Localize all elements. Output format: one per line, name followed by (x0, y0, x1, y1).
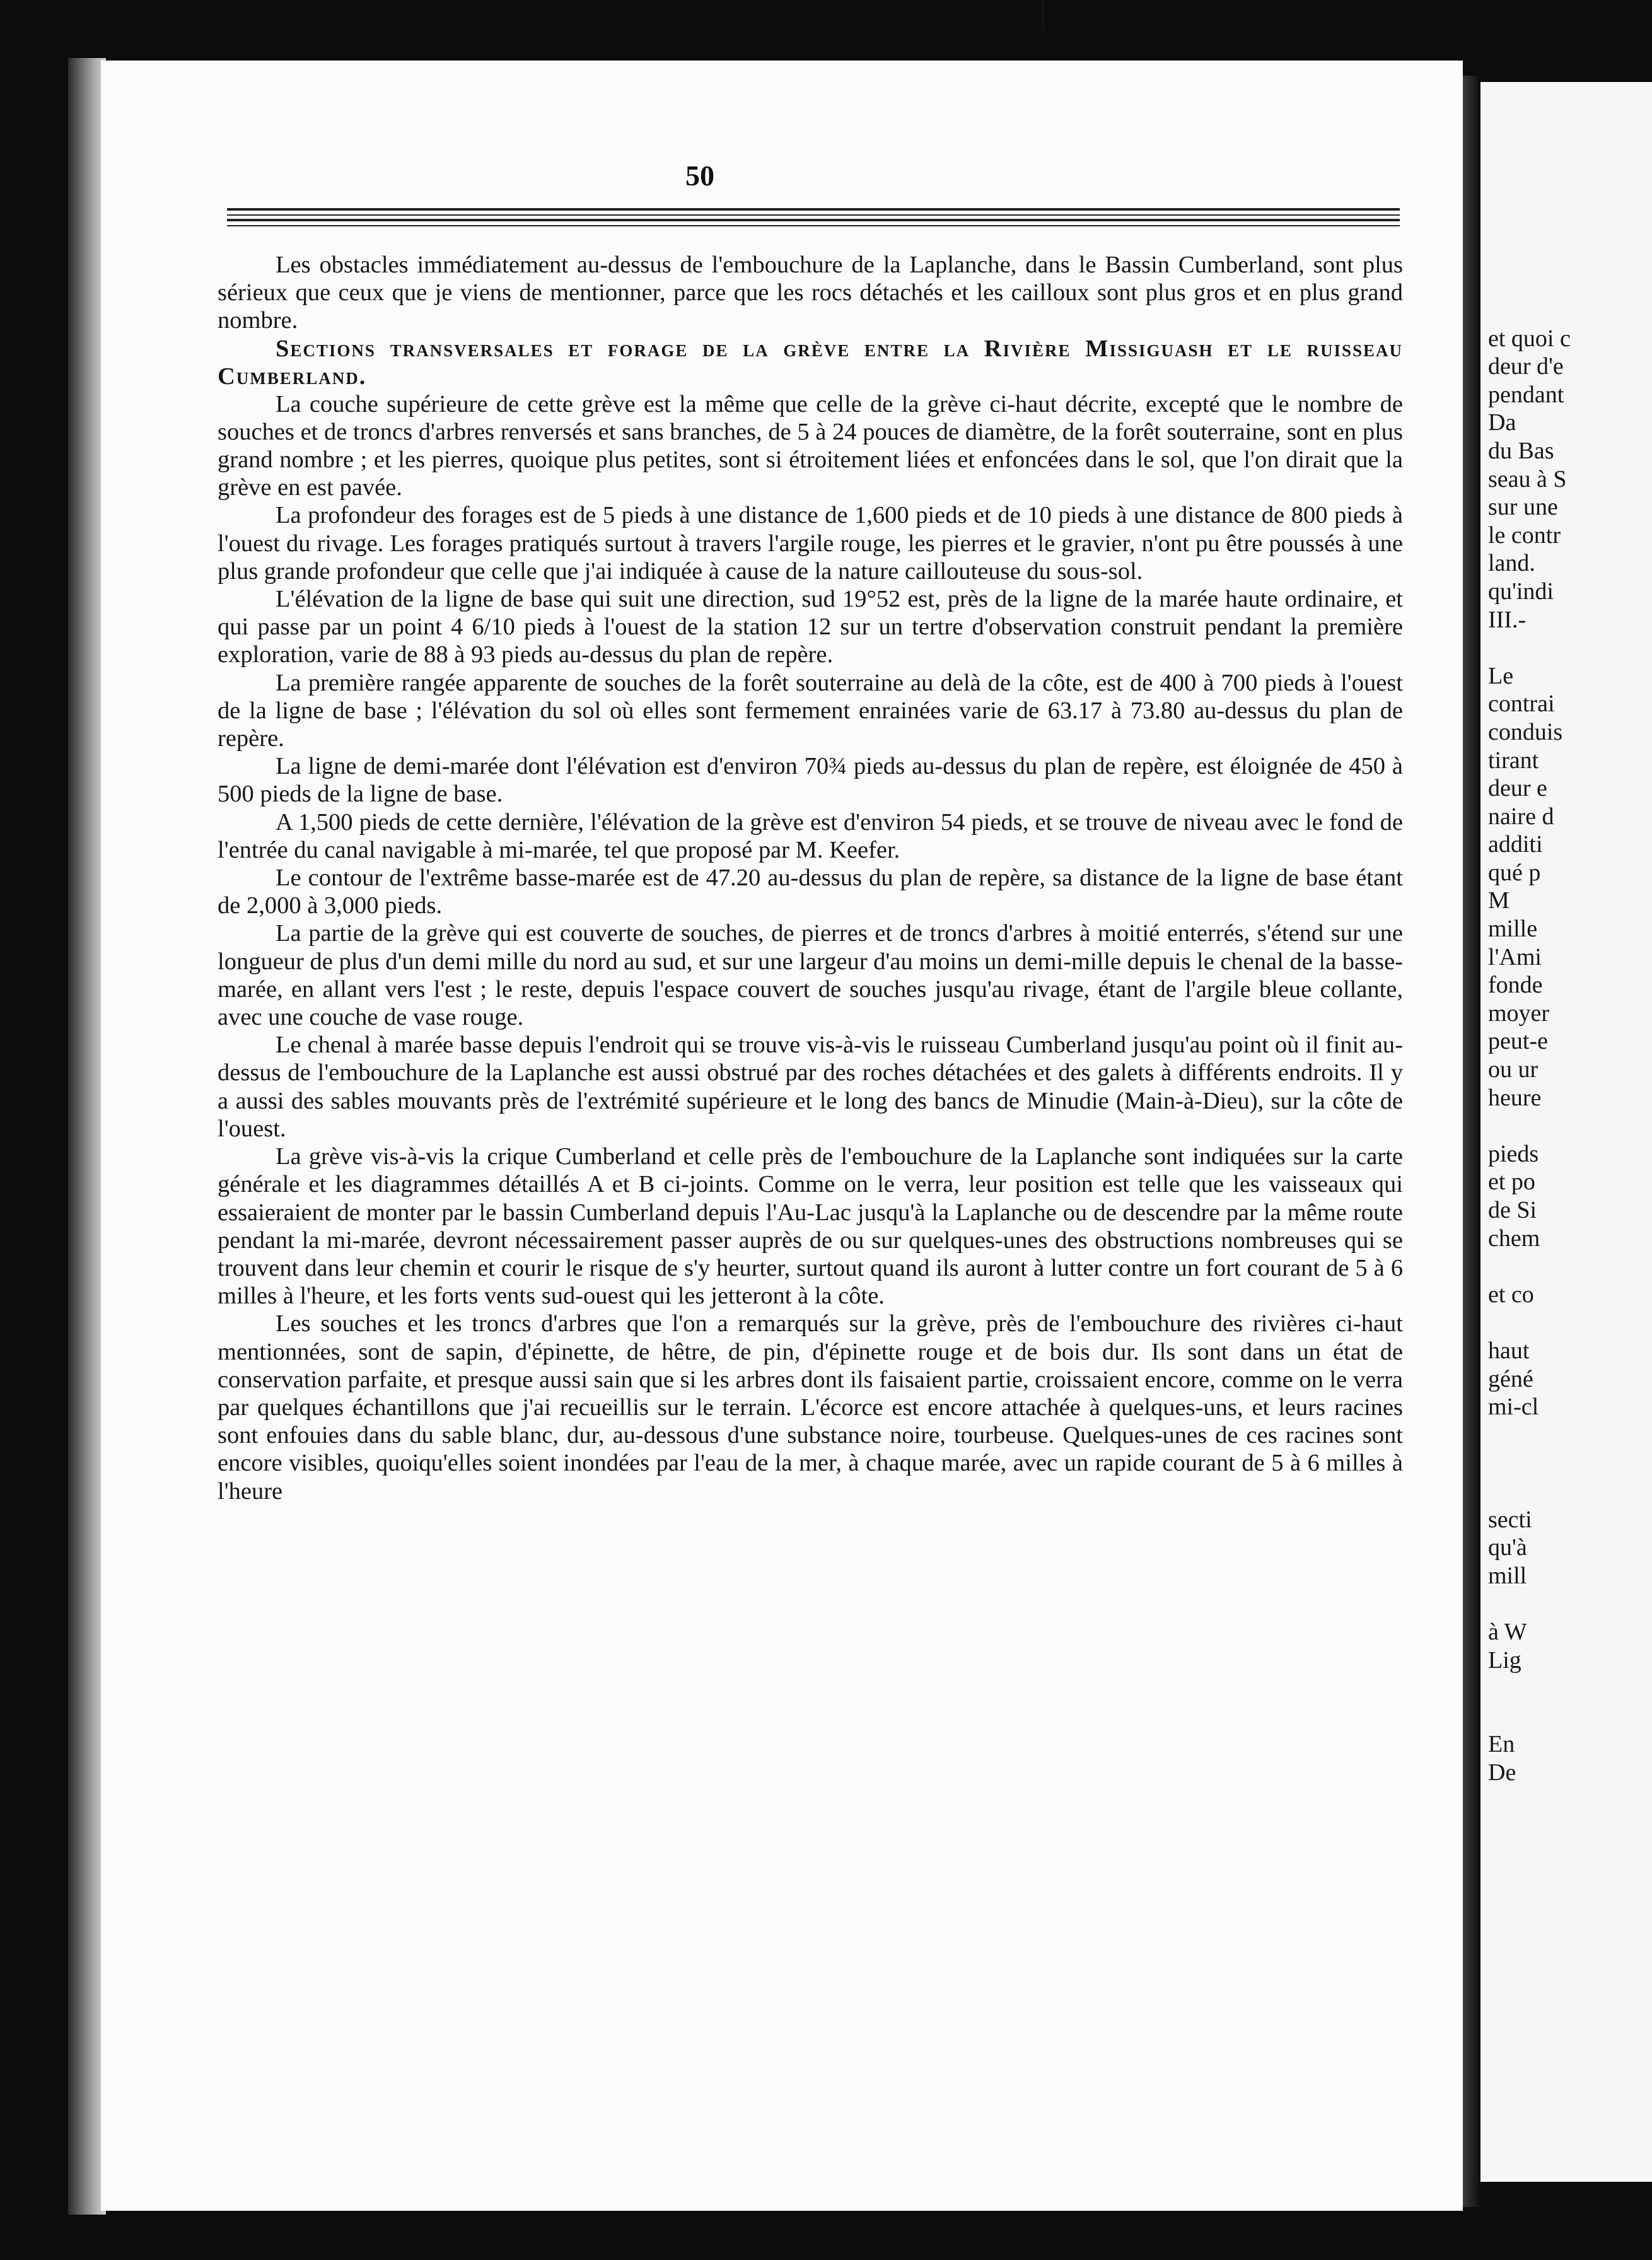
facing-page-line: mill (1488, 1562, 1527, 1589)
paragraph: A 1,500 pieds de cette dernière, l'élévation de la grève est d'environ 54 pieds, et se trouve de niveau avec le fond de l'entrée du canal navigable à mi-marée, tel que proposé par M. Keefer. (218, 808, 1403, 863)
paragraph: L'élévation de la ligne de base qui suit une direction, sud 19°52 est, près de la ligne de la marée haute ordinaire, et qui passe par un point 4 6/10 pieds à l'ouest de la station 12 sur un tertre d'observation construit pendant la première exploration, varie de 88 à 93 pieds au-dessus du plan de repère. (218, 586, 1403, 668)
facing-page-line (1480, 1449, 1652, 1477)
facing-page-line (1480, 1703, 1652, 1731)
section-heading: Sections transversales et forage de la grève entre la Rivière Missiguash et le ruisseau Cumberland. (218, 335, 1403, 390)
facing-page-line: additi (1488, 831, 1543, 858)
page-number: 50 (685, 160, 714, 192)
paragraph: Les obstacles immédiatement au-dessus de l'embouchure de la Laplanche, dans le Bassin Cumberland, sont plus sérieux que ceux que je viens de mentionner, parce que les rocs détachés et les cailloux sont plus gros et en plus grand nombre. (218, 252, 1403, 334)
facing-page-line: l'Ami (1488, 943, 1542, 970)
facing-page-line: conduis (1488, 718, 1563, 745)
facing-page-line: chem (1488, 1225, 1540, 1252)
facing-page-line (1480, 1421, 1652, 1450)
paragraph: La première rangée apparente de souches de la forêt souterraine au delà de la côte, est de 400 à 700 pieds à l'ouest de la ligne de base ; l'élévation du sol où elles sont fermement enrainées varie de 63.17 à 73.80 au-dessus du plan de repère. (218, 669, 1403, 752)
facing-page-line: le contr (1488, 521, 1561, 549)
paragraph: La couche supérieure de cette grève est la même que celle de la grève ci-haut décrite, excepté que le nombre de souches et de troncs d'arbres renversés et sans branches, de 5 à 24 pouces de diamètre, de la forêt souterraine, sont en plus grand nombre ; et les pierres, quoique plus petites, sont si étroitement liées et enfoncées dans le sol, que l'on dirait que la grève en est pavée. (218, 390, 1403, 501)
facing-page-line: Da (1488, 409, 1516, 436)
facing-page-fragment (1480, 82, 1652, 2182)
facing-page-line: Le (1488, 662, 1514, 689)
facing-page-line: haut (1488, 1337, 1530, 1364)
facing-page-line: M (1488, 887, 1509, 914)
facing-page-line (1480, 1308, 1652, 1337)
facing-page-line: de Si (1488, 1197, 1537, 1223)
facing-page-line: et co (1488, 1281, 1534, 1308)
paragraph: Les souches et les troncs d'arbres que l'on a remarqués sur la grève, près de l'embouchure des rivières ci-haut mentionnées, sont de sapin, d'épinette, de hêtre, de pin, d'épinette rouge et de bois dur. Ils sont dans un état de conservation parfaite, et presque aussi sain que si les arbres dont ils faisaient partie, croissaient encore, comme on le verra par quelques échantillons que j'ai recueillis sur le terrain. L'écorce est encore attachée à quelques-uns, et leurs racines sont enfouies dans du sable blanc, dur, au-dessous d'une substance noire, tourbeuse. Quelques-unes de ces racines sont encore visibles, quoiqu'elles soient inondées par l'eau de la mer, à chaque marée, avec un rapide courant de 5 à 6 milles à l'heure (218, 1310, 1403, 1505)
facing-page-line: et quoi c (1488, 325, 1571, 352)
facing-page-line: En (1488, 1731, 1515, 1758)
header-rule (227, 219, 1400, 221)
header-rule (227, 225, 1400, 226)
facing-page-line: sur une (1488, 494, 1558, 521)
facing-page-line (1480, 1477, 1652, 1506)
facing-page-line: seau à S (1488, 465, 1567, 492)
scan-top-mark (1041, 0, 1045, 30)
header-rule (227, 214, 1400, 216)
facing-page-line: peut-e (1488, 1028, 1548, 1055)
facing-page-line: naire d (1488, 803, 1554, 830)
facing-page-line: moyer (1488, 999, 1550, 1027)
facing-page-line: secti (1488, 1506, 1532, 1533)
facing-page-line: pendant (1488, 381, 1564, 408)
facing-page-line: du Bas (1488, 437, 1554, 464)
facing-page-line: land. (1488, 550, 1535, 577)
facing-page-line: heure (1488, 1084, 1542, 1111)
facing-page-line (1480, 1252, 1652, 1281)
facing-page-line: contrai (1488, 690, 1555, 718)
facing-page-line (1480, 634, 1652, 662)
facing-page-line: et po (1488, 1168, 1535, 1196)
facing-page-text (1480, 296, 1652, 1786)
facing-page-line: mille (1488, 916, 1538, 943)
facing-page-line: qu'indi (1488, 578, 1554, 605)
header-rule (227, 208, 1400, 211)
facing-page-line: tirant (1488, 747, 1539, 774)
paragraph: La profondeur des forages est de 5 pieds à une distance de 1,600 pieds et de 10 pieds à une distance de 800 pieds à l'ouest du rivage. Les forages pratiqués surtout à travers l'argile rouge, les pierres et le gravier, n'ont pu être poussés à une plus grande profondeur que celle que j'ai indiquée à cause de la nature caillouteuse du sous-sol. (218, 502, 1403, 585)
facing-page-line (1480, 1674, 1652, 1703)
paragraph: Le contour de l'extrême basse-marée est de 47.20 au-dessus du plan de repère, sa distance de la ligne de base étant de 2,000 à 3,000 pieds. (218, 865, 1403, 919)
page-stack-left-edge (68, 58, 106, 2215)
paragraph: La partie de la grève qui est couverte de souches, de pierres et de troncs d'arbres à moitié enterrés, s'étend sur une longueur de plus d'un demi mille du nord au sud, et sur une largeur d'au moins un demi-mille depuis le chenal de la basse-marée, en allant vers l'est ; le reste, depuis l'espace couvert de souches jusqu'au rivage, étant de l'argile bleue collante, avec une couche de vase rouge. (218, 920, 1403, 1031)
facing-page-line: pieds (1488, 1140, 1539, 1167)
facing-page-line (1480, 296, 1652, 325)
facing-page-line: De (1488, 1759, 1516, 1786)
body-text (218, 251, 1403, 1505)
facing-page-line: deur d'e (1488, 353, 1564, 380)
facing-page-line: fonde (1488, 972, 1543, 999)
facing-page-line: deur e (1488, 775, 1547, 802)
facing-page-line (1480, 1590, 1652, 1618)
paragraph: La grève vis-à-vis la crique Cumberland et celle près de l'embouchure de la Laplanche sont indiquées sur la carte générale et les diagrammes détaillés A et B ci-joints. Comme on le verra, leur position est telle que les vaisseaux qui essaieraient de monter par le bassin Cumberland depuis l'Au-Lac jusqu'à la Laplanche ou de descendre par la même route pendant la mi-marée, devront nécessairement passer auprès de ou sur quelques-unes des obstructions nombreuses qui se trouvent dans leur chemin et courir le risque de s'y heurter, surtout quand ils auront à lutter contre un fort courant de 5 à 6 milles à l'heure, et les forts vents sud-ouest qui les jetteront à la côte. (218, 1143, 1403, 1310)
facing-page-line: à W (1488, 1618, 1527, 1645)
facing-page-line (1480, 1112, 1652, 1140)
gutter-shadow (1463, 76, 1480, 2207)
facing-page-line: III.- (1488, 606, 1527, 633)
facing-page-line: mi-cl (1488, 1394, 1539, 1421)
facing-page-line: Lig (1488, 1646, 1521, 1674)
facing-page-line: ou ur (1488, 1056, 1539, 1083)
facing-page-line: qu'à (1488, 1534, 1527, 1561)
paragraph: La ligne de demi-marée dont l'élévation est d'environ 70¾ pieds au-dessus du plan de repère, est éloignée de 450 à 500 pieds de la ligne de base. (218, 753, 1403, 808)
paragraph: Le chenal à marée basse depuis l'endroit qui se trouve vis-à-vis le ruisseau Cumberland jusqu'au point où il finit au-dessus de l'embouchure de la Laplanche est aussi obstrué par des roches détachées et des galets à différents endroits. Il y a aussi des sables mouvants près de l'extrémité supérieure et le long des bancs de Minudie (Main-à-Dieu), sur la côte de l'ouest. (218, 1032, 1403, 1142)
facing-page-line: géné (1488, 1365, 1533, 1392)
facing-page-line: qué p (1488, 859, 1541, 886)
